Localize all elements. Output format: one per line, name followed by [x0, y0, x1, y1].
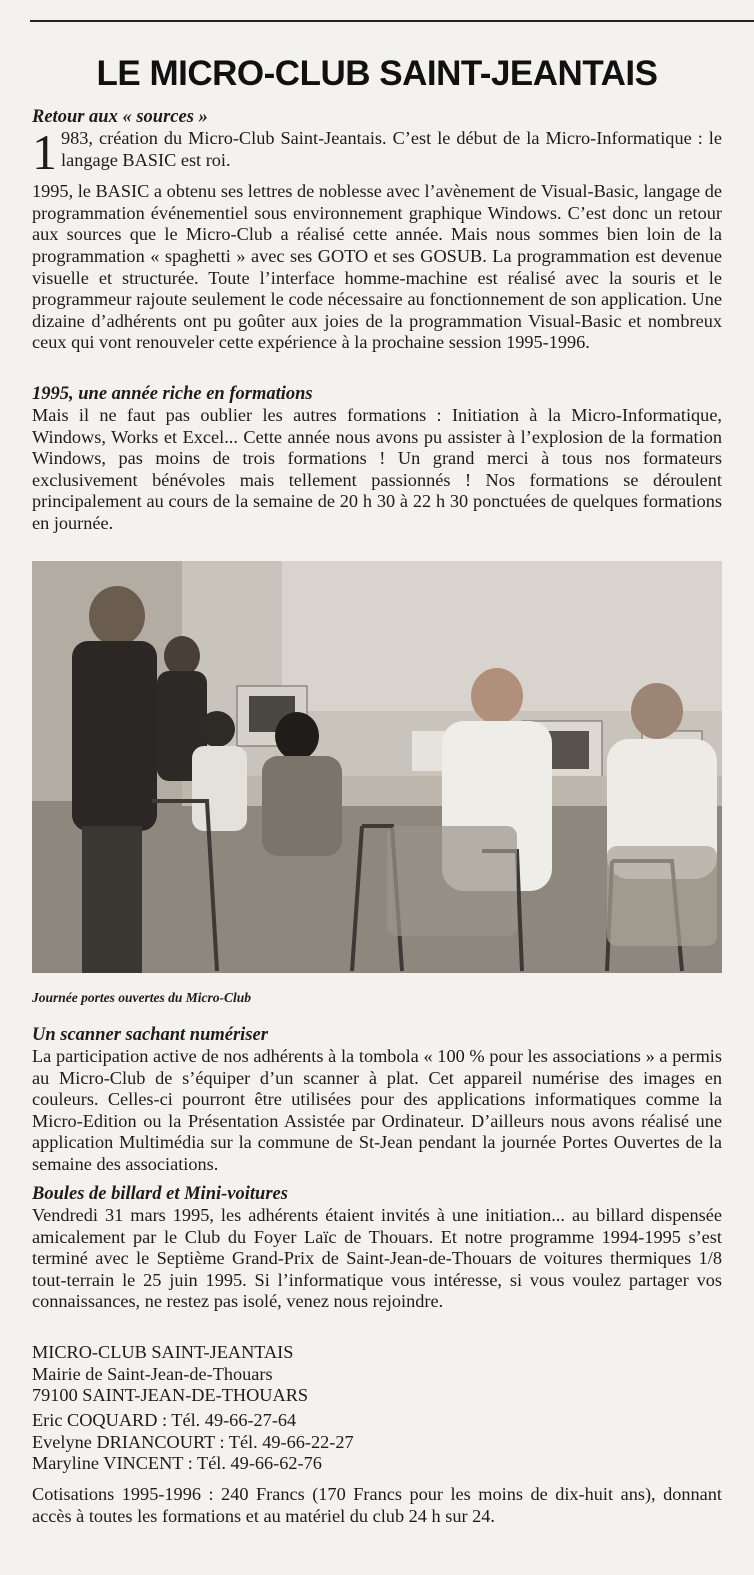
contact-line: Maryline VINCENT : Tél. 49-66-62-76 [32, 1453, 322, 1474]
contact-line: Eric COQUARD : Tél. 49-66-27-64 [32, 1410, 297, 1430]
address-line: 79100 SAINT-JEAN-DE-THOUARS [32, 1385, 309, 1406]
photo-illustration [32, 561, 722, 973]
top-rule [30, 20, 754, 22]
body-paragraph: Mais il ne faut pas oublier les autres formations : Initiation à la Micro-Informatique, Windows, Works et Excel... Cette année nous avons pu assister à l’explosion de la formation Windows, pas moins de trois formations ! Un grand merci à tous nos formateurs exclusivement bénévoles mais tellement passionnés ! Nos formations se déroulent principalement au cours de la semaine de 20 h 30 à 22 h 30 ponctuées de quelques formations en journée. [32, 405, 722, 533]
fees-paragraph: Cotisations 1995-1996 : 240 Francs (170 Francs pour les moins de dix-huit ans), donnant accès à toutes les formations et au matériel du club 24 h sur 24. [32, 1484, 722, 1526]
section-retour-aux-sources [32, 106, 722, 354]
intro-text: 983, création du Micro-Club Saint-Jeantais. C’est le début de la Micro-Informatique : le langage BASIC est roi. [61, 128, 722, 170]
body-paragraph: La participation active de nos adhérents à la tombola « 100 % pour les associations » a permis au Micro-Club de s’équiper d’un scanner à plat. Cet appareil numérise des images en couleurs. Celles-ci pourront être utilisées pour des applications informatiques comme la Micro-Edition ou la Présentation Assistée par Ordinateur. D’ailleurs nous avons réalisé une application Multimédia sur la commune de St-Jean pendant la journée Portes Ouvertes de la semaine des associations. [32, 1046, 722, 1174]
club-photo [32, 561, 722, 973]
body-paragraph: Vendredi 31 mars 1995, les adhérents étaient invités à une initiation... au billard dispensée amicalement par le Club du Foyer Laïc de Thouars. Et notre programme 1994-1995 s’est terminé avec le Septième Grand-Prix de Saint-Jean-de-Thouars de voitures thermiques 1/8 tout-terrain le 25 juin 1995. Si l’informatique vous intéresse, si vous voulez partager vos connaissances, ne restez pas isolé, venez nous rejoindre. [32, 1205, 722, 1312]
body-paragraph: 1995, le BASIC a obtenu ses lettres de noblesse avec l’avènement de Visual-Basic, langage de programmation événementiel sous environnement graphique Windows. C’est donc un retour aux sources que le Micro-Club a réalisé cette année. Mais nous sommes bien loin de la programmation « spaghetti » avec ses GOTO et ses GOSUB. La programmation est devenue visuelle et structurée. Toute l’interface homme-machine est réalisé avec la souris et le programmeur rajoute seulement le code nécessaire au fonctionnement de son application. Une dizaine d’adhérents ont pu goûter aux joies de la programmation Visual-Basic et nombreux ceux qui vont renouveler cette expérience à la prochaine session 1995-1996. [32, 181, 723, 353]
fees-section [32, 1484, 722, 1527]
section-heading: Boules de billard et Mini-voitures [32, 1184, 288, 1204]
address-line: Mairie de Saint-Jean-de-Thouars [32, 1363, 273, 1384]
intro-paragraph [32, 124, 722, 180]
article-title: LE MICRO-CLUB SAINT-JEANTAIS [96, 54, 658, 93]
section-heading: Un scanner sachant numériser [32, 1025, 268, 1045]
contact-line: Evelyne DRIANCOURT : Tél. 49-66-22-27 [32, 1431, 354, 1452]
club-address [32, 1342, 722, 1407]
section-billard [32, 1183, 722, 1313]
section-heading: Retour aux « sources » [32, 107, 208, 127]
section-formations [32, 383, 722, 535]
section-heading: 1995, une année riche en formations [32, 384, 313, 404]
section-scanner [32, 1024, 722, 1176]
drop-cap: 1 [32, 124, 57, 180]
contact-list [32, 1410, 722, 1475]
address-line: MICRO-CLUB SAINT-JEANTAIS [32, 1342, 294, 1362]
photo-caption: Journée portes ouvertes du Micro-Club [32, 990, 252, 1005]
